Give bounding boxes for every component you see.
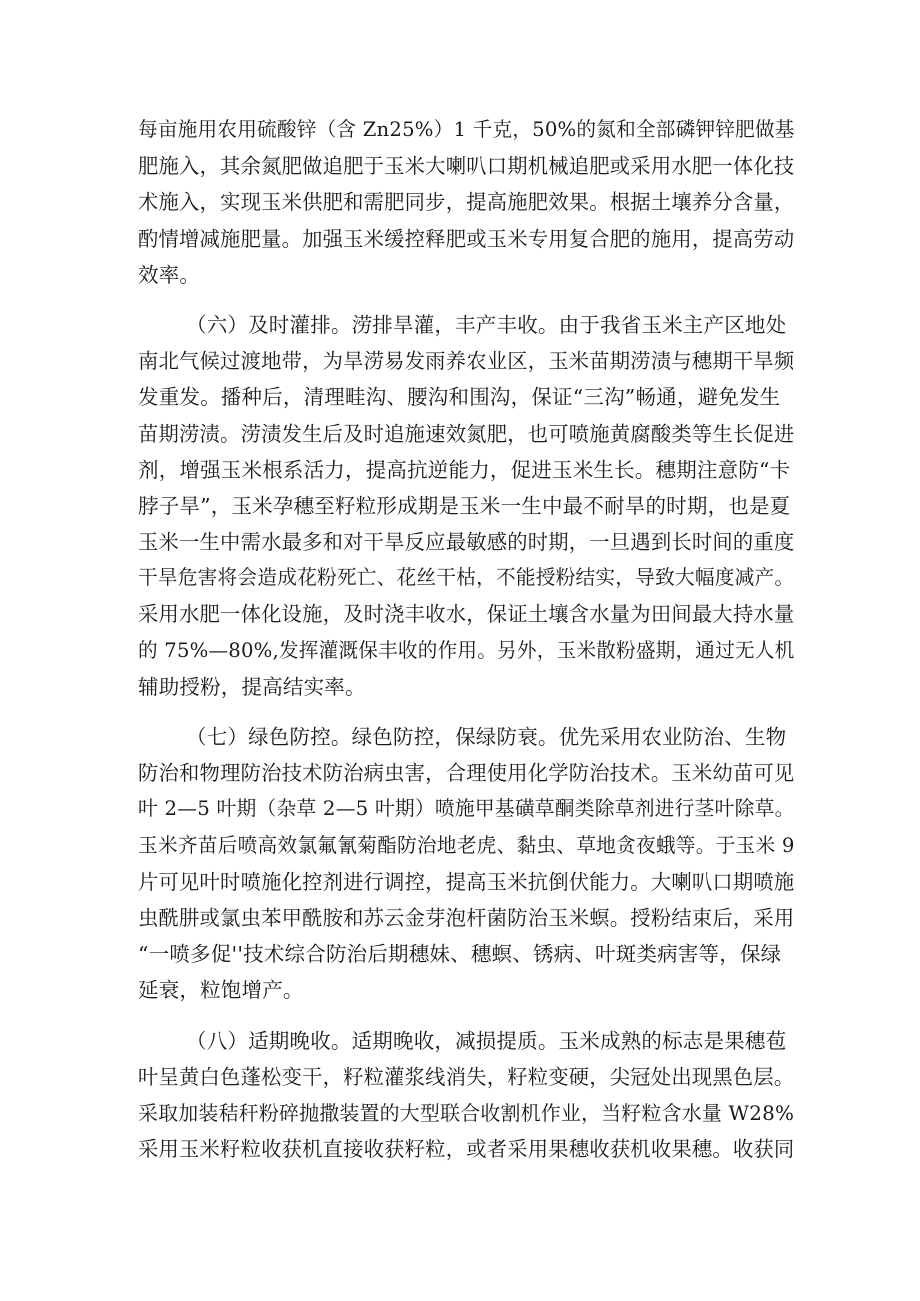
section-heading-line: （七）绿色防控。绿色防控，保绿防衰。优先采用农业防治、生物 <box>186 725 787 749</box>
text-line: 每亩施用农用硫酸锌（含 Zn25%）1 千克，50%的氮和全部磷钾锌肥做基 <box>138 118 795 141</box>
text-line: 防治和物理防治技术防治病虫害，合理使用化学防治技术。玉米幼苗可见 <box>138 761 795 786</box>
text-line: 术施入，实现玉米供肥和需肥同步，提高施肥效果。根据土壤养分含量， <box>138 190 795 215</box>
text-line: 叶 2—5 叶期（杂草 2—5 叶期）喷施甲基磺草酮类除草剂进行茎叶除草。 <box>138 797 795 821</box>
text-line: 辅助授粉，提高结实率。 <box>138 674 366 699</box>
section-heading-line: （六）及时灌排。涝排旱灌，丰产丰收。由于我省玉米主产区地处 <box>186 312 787 337</box>
paragraph-section-8 <box>138 1023 798 1168</box>
text-line: 虫酰肼或氯虫苯甲酰胺和苏云金芽泡杆菌防治玉米螟。授粉结束后，采用 <box>138 905 795 930</box>
paragraph-section-6 <box>138 307 798 705</box>
text-line: 酌情增减施肥量。加强玉米缓控释肥或玉米专用复合肥的施用，提高劳动 <box>138 226 795 251</box>
text-line: 脖子旱”，玉米孕穗至籽粒形成期是玉米一生中最不耐旱的时期，也是夏 <box>138 493 791 518</box>
text-line: 干旱危害将会造成花粉死亡、花丝干枯，不能授粉结实，导致大幅度减产。 <box>138 566 795 590</box>
document-body <box>138 112 798 1167</box>
text-line: 南北气候过渡地带，为旱涝易发雨养农业区，玉米苗期涝渍与穗期干旱频 <box>138 349 795 374</box>
paragraph-fertilization <box>138 112 798 293</box>
text-line: 的 75%—80%,发挥灌溉保丰收的作用。另外，玉米散粉盛期，通过无人机 <box>138 638 795 662</box>
text-line: 发重发。播种后，清理畦沟、腰沟和围沟，保证“三沟”畅通，避免发生 <box>138 385 781 410</box>
text-line: 玉米齐苗后喷高效氯氟氰菊酯防治地老虎、黏虫、草地贪夜蛾等。于玉米 9 <box>138 833 795 857</box>
text-line: “一喷多促''技术综合防治后期穗妹、穗螟、锈病、叶斑类病害等，保绿 <box>138 942 782 967</box>
paragraph-section-7 <box>138 719 798 1009</box>
text-line: 延衰，粒饱增产。 <box>138 978 304 1003</box>
text-line: 效率。 <box>138 262 201 287</box>
text-line: 采用水肥一体化设施，及时浇丰收水，保证土壤含水量为田间最大持水量 <box>138 602 795 627</box>
text-line: 肥施入，其余氮肥做追肥于玉米大喇叭口期机械追肥或采用水肥一体化技 <box>138 154 795 179</box>
section-heading-line: （八）适期晚收。适期晚收，减损提质。玉米成熟的标志是果穗苞 <box>186 1028 787 1053</box>
text-line: 片可见叶时喷施化控剂进行调控，提高玉米抗倒伏能力。大喇叭口期喷施 <box>138 869 795 894</box>
text-line: 苗期涝渍。涝渍发生后及时追施速效氮肥，也可喷施黄腐酸类等生长促进 <box>138 421 795 446</box>
text-line: 剂，增强玉米根系活力，提高抗逆能力，促进玉米生长。穗期注意防“卡 <box>138 457 791 482</box>
text-line: 玉米一生中需水最多和对干旱反应最敏感的时期，一旦遇到长时间的重度 <box>138 530 795 555</box>
text-line: 采用玉米籽粒收获机直接收获籽粒，或者采用果穗收获机收果穗。收获同 <box>138 1137 795 1162</box>
text-line: 采取加装秸秆粉碎抛撒装置的大型联合收割机作业，当籽粒含水量 W28% <box>138 1100 795 1125</box>
text-line: 叶呈黄白色蓬松变干，籽粒灌浆线消失，籽粒变硬，尖冠处出现黑色层。 <box>138 1064 795 1089</box>
